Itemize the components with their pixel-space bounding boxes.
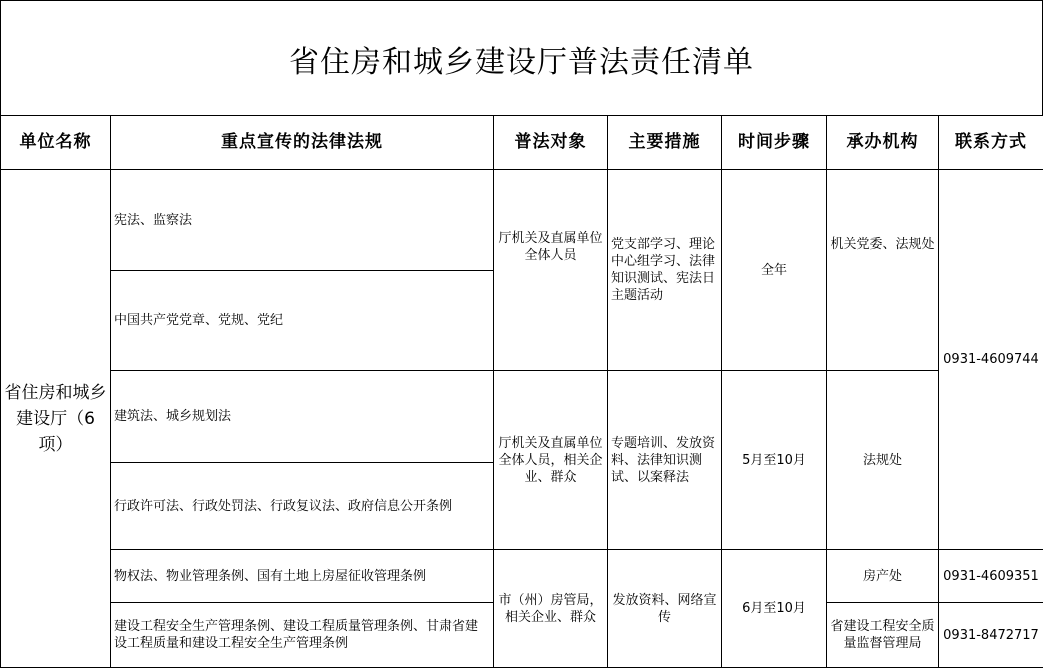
org-cell: 省建设工程安全质量监督管理局 xyxy=(827,603,939,668)
page-title: 省住房和城乡建设厅普法责任清单 xyxy=(0,0,1043,116)
header-schedule: 时间步骤 xyxy=(722,116,827,170)
law-cell: 宪法、监察法 xyxy=(111,170,494,271)
contact-cell: 0931-4609744 xyxy=(939,170,1043,550)
unit-name-cell: 省住房和城乡建设厅（6项） xyxy=(1,170,111,668)
schedule-cell: 6月至10月 xyxy=(722,550,827,668)
schedule-cell: 全年 xyxy=(722,170,827,371)
law-cell: 物权法、物业管理条例、国有土地上房屋征收管理条例 xyxy=(111,550,494,603)
org-cell: 房产处 xyxy=(827,550,939,603)
target-cell: 厅机关及直属单位全体人员 xyxy=(494,170,608,371)
measures-cell: 专题培训、发放资料、法律知识测试、以案释法 xyxy=(608,371,722,550)
header-measures: 主要措施 xyxy=(608,116,722,170)
measures-cell: 党支部学习、理论中心组学习、法律知识测试、宪法日主题活动 xyxy=(608,170,722,371)
law-cell: 行政许可法、行政处罚法、行政复议法、政府信息公开条例 xyxy=(111,463,494,550)
responsibility-table xyxy=(0,115,1043,668)
org-cell: 机关党委、法规处 xyxy=(827,170,939,371)
contact-cell: 0931-4609351 xyxy=(939,550,1043,603)
law-cell: 建筑法、城乡规划法 xyxy=(111,371,494,463)
table-row xyxy=(1,371,1043,463)
schedule-cell: 5月至10月 xyxy=(722,371,827,550)
target-cell: 市（州）房管局，相关企业、群众 xyxy=(494,550,608,668)
measures-cell: 发放资料、网络宣传 xyxy=(608,550,722,668)
header-contact: 联系方式 xyxy=(939,116,1043,170)
target-cell: 厅机关及直属单位全体人员，相关企业、群众 xyxy=(494,371,608,550)
header-org: 承办机构 xyxy=(827,116,939,170)
header-unit: 单位名称 xyxy=(1,116,111,170)
law-cell: 中国共产党党章、党规、党纪 xyxy=(111,271,494,371)
header-target: 普法对象 xyxy=(494,116,608,170)
header-laws: 重点宣传的法律法规 xyxy=(111,116,494,170)
header-row xyxy=(1,116,1043,170)
contact-cell: 0931-8472717 xyxy=(939,603,1043,668)
table-row xyxy=(1,550,1043,603)
org-cell: 法规处 xyxy=(827,371,939,550)
table-row xyxy=(1,170,1043,271)
law-cell: 建设工程安全生产管理条例、建设工程质量管理条例、甘肃省建设工程质量和建设工程安全生产管理条例 xyxy=(111,603,494,668)
